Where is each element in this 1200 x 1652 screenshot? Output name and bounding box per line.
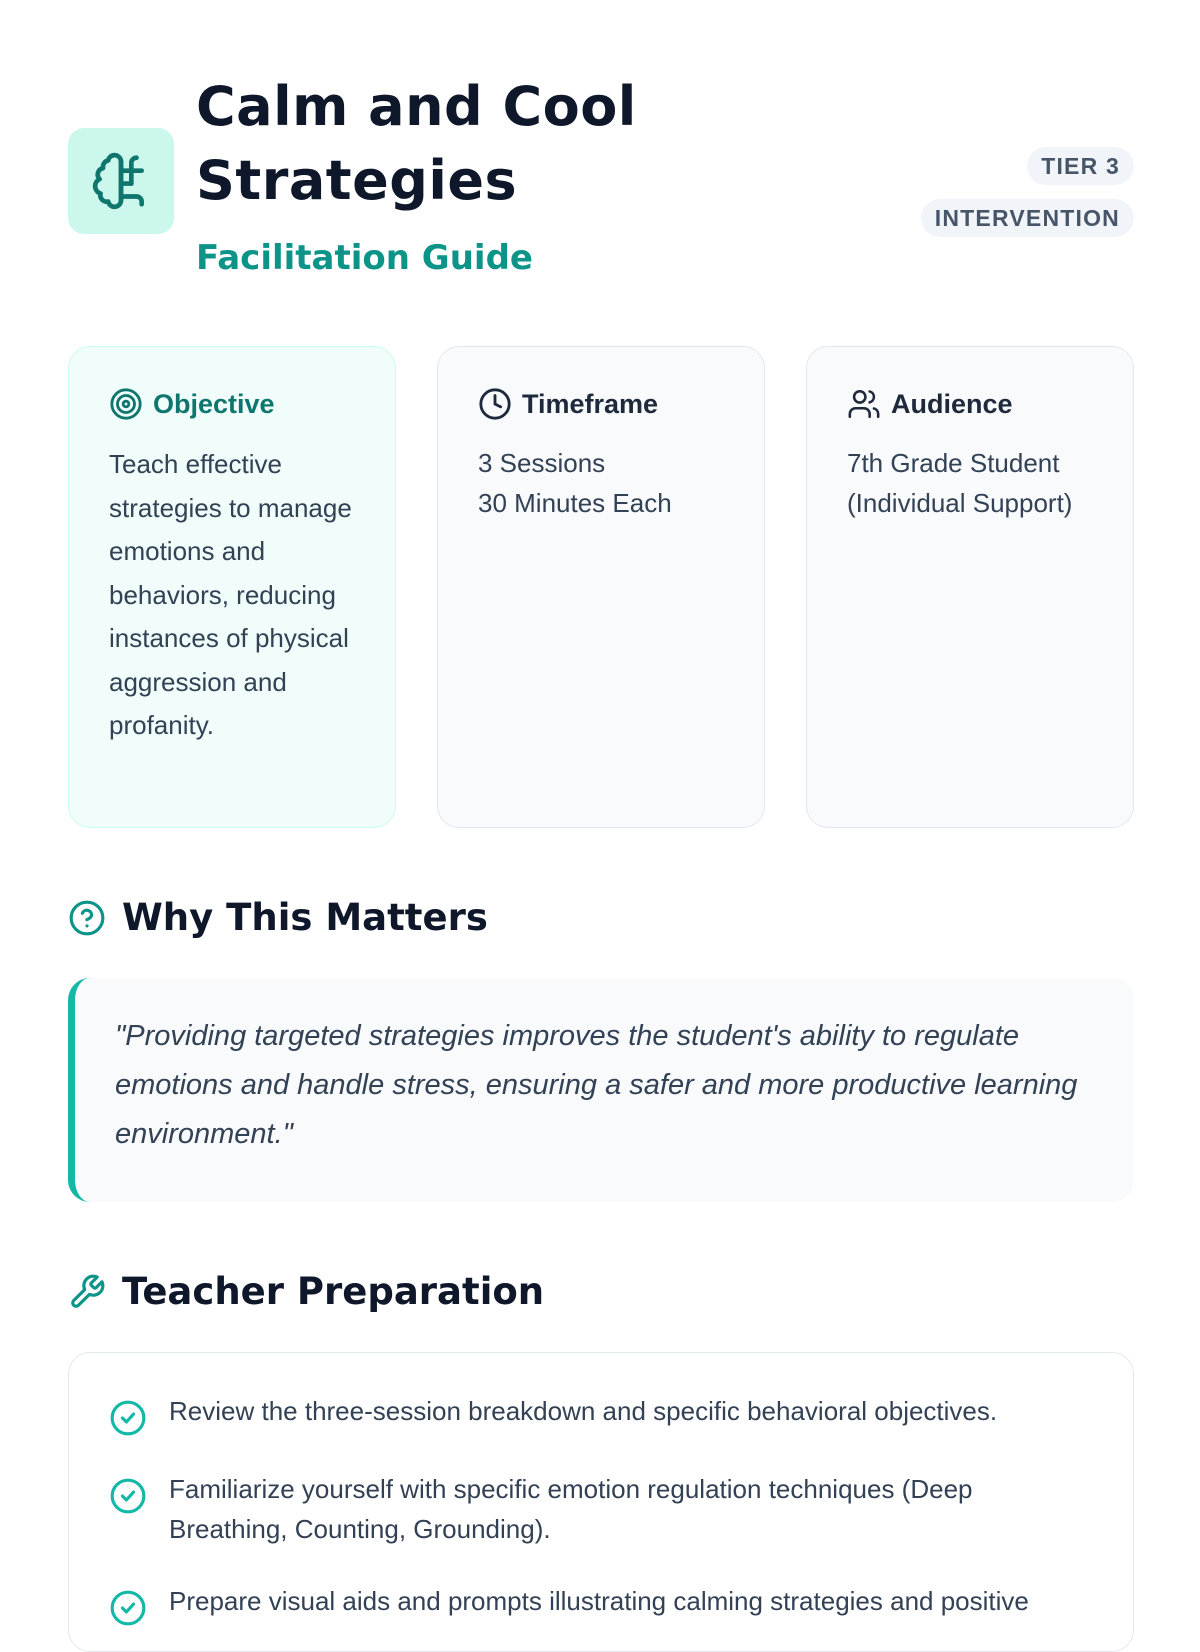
objective-text: Teach effective strategies to manage emotions and behaviors, reducing instances of physical aggression and profanity. [109, 449, 352, 740]
prep-checklist [68, 1352, 1134, 1652]
audience-label: Audience [891, 388, 1013, 419]
audience-text [847, 443, 1093, 523]
timeframe-text [478, 443, 724, 523]
list-item: Prepare visual aids and prompts illustrating calming strategies and positive [109, 1581, 1093, 1627]
prep-section-title: Teacher Preparation [68, 1270, 544, 1313]
audience-card-header [847, 387, 1093, 421]
target-icon [109, 387, 143, 421]
page-header [68, 60, 1134, 300]
page-title: Calm and Cool Strategies [196, 75, 637, 212]
audience-grade: 7th Grade Student [847, 448, 1060, 478]
logo-badge [68, 128, 174, 234]
info-cards [68, 346, 1134, 828]
why-quote: "Providing targeted strategies improves the student's ability to regulate emotions and handle stress, ensuring a safer and more productive learning environment." [68, 978, 1134, 1202]
list-item: Familiarize yourself with specific emotion regulation techniques (Deep Breathing, Counting, Grounding). [109, 1469, 1093, 1549]
objective-label: Objective [153, 388, 275, 419]
check-circle-icon [109, 1399, 147, 1437]
timeframe-card [437, 346, 765, 828]
timeframe-label: Timeframe [522, 388, 659, 419]
timeframe-duration: 30 Minutes Each [478, 488, 672, 518]
tier-badge: TIER 3 INTERVENTION [921, 140, 1134, 244]
list-item: Review the three-session breakdown and specific behavioral objectives. [109, 1391, 1093, 1437]
clock-icon [478, 387, 512, 421]
why-section-title: Why This Matters [68, 896, 488, 939]
audience-support: (Individual Support) [847, 488, 1073, 518]
page-subtitle: Facilitation Guide [196, 238, 533, 278]
audience-card [806, 346, 1134, 828]
question-circle-icon [68, 899, 106, 937]
wrench-icon [68, 1273, 106, 1311]
timeframe-sessions: 3 Sessions [478, 448, 606, 478]
check-circle-icon [109, 1589, 147, 1627]
objective-card [68, 346, 396, 828]
check-circle-icon [109, 1477, 147, 1515]
timeframe-card-header [478, 387, 724, 421]
users-icon [847, 387, 881, 421]
brain-icon [90, 150, 152, 212]
objective-card-header [109, 387, 355, 421]
